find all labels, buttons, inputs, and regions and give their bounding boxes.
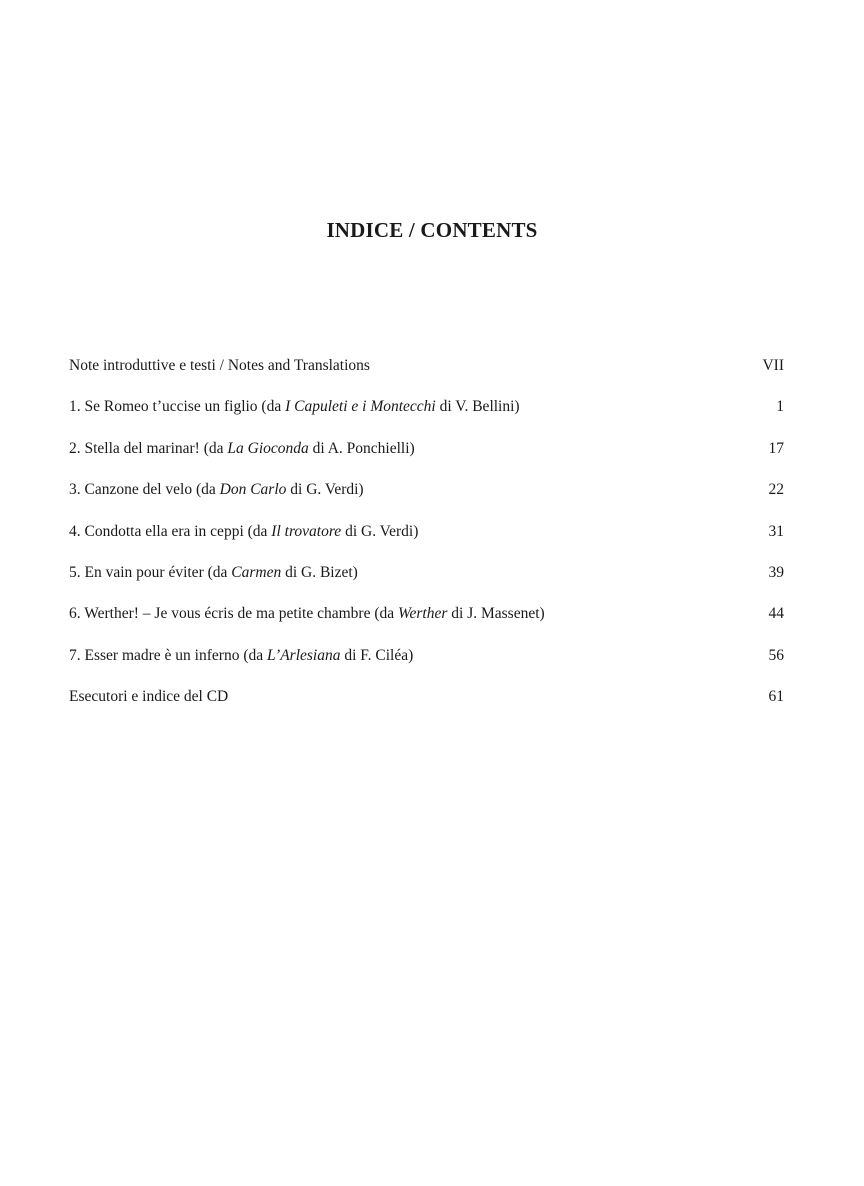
toc-entry bbox=[69, 436, 784, 477]
toc-entry-title bbox=[69, 353, 370, 379]
toc-entry-work-title: I Capuleti e i Montecchi bbox=[285, 398, 436, 416]
table-of-contents bbox=[69, 353, 784, 726]
toc-entry bbox=[69, 560, 784, 601]
toc-entry-text: 1. Se Romeo t’uccise un figlio (da bbox=[69, 398, 286, 416]
toc-page-number: 31 bbox=[768, 522, 784, 540]
toc-page-number: 61 bbox=[768, 688, 784, 706]
toc-entry-text: Esecutori e indice del CD bbox=[69, 688, 229, 706]
toc-entry-text: di J. Massenet) bbox=[447, 605, 545, 623]
toc-entry-work-title: Carmen bbox=[231, 563, 282, 581]
toc-page-number: 44 bbox=[768, 605, 784, 623]
toc-entry-work-title: Werther bbox=[398, 605, 448, 623]
toc-entry-text: di G. Verdi) bbox=[341, 522, 419, 540]
toc-entry-text: 7. Esser madre è un inferno (da bbox=[69, 646, 267, 664]
toc-entry bbox=[69, 643, 784, 684]
toc-page-number: 56 bbox=[768, 646, 784, 664]
toc-entry-text: di A. Ponchielli) bbox=[308, 439, 415, 457]
toc-entry bbox=[69, 519, 784, 560]
toc-page-number: 22 bbox=[768, 481, 784, 499]
toc-entry-work-title: L’Arlesiana bbox=[266, 646, 341, 664]
toc-entry-text: 3. Canzone del velo (da bbox=[69, 481, 220, 499]
toc-entry-work-title: Il trovatore bbox=[271, 522, 342, 540]
toc-page-number: VII bbox=[762, 357, 784, 374]
toc-entry-title bbox=[69, 436, 415, 462]
toc-entry-work-title: La Gioconda bbox=[227, 439, 309, 457]
toc-entry-text: di V. Bellini) bbox=[435, 398, 520, 416]
toc-entry-title bbox=[69, 477, 364, 503]
toc-entry-text: 4. Condotta ella era in ceppi (da bbox=[69, 522, 272, 540]
toc-entry-text: di G. Bizet) bbox=[281, 563, 358, 581]
toc-page-number: 39 bbox=[768, 563, 784, 581]
toc-page-number: 1 bbox=[776, 398, 784, 416]
page-title: INDICE / CONTENTS bbox=[326, 218, 538, 242]
toc-entry-title bbox=[69, 601, 545, 627]
toc-entry-text: di G. Verdi) bbox=[286, 481, 364, 499]
toc-entry bbox=[69, 353, 784, 394]
toc-entry-text: di F. Ciléa) bbox=[340, 646, 414, 664]
toc-entry-title bbox=[69, 394, 520, 420]
toc-entry bbox=[69, 684, 784, 725]
toc-entry-title bbox=[69, 560, 358, 586]
toc-entry-text: Note introduttive e testi / Notes and Translations bbox=[69, 357, 370, 374]
toc-entry-text: 5. En vain pour éviter (da bbox=[69, 563, 232, 581]
toc-entry-text: 6. Werther! – Je vous écris de ma petite chambre (da bbox=[69, 605, 399, 623]
toc-page-number: 17 bbox=[768, 439, 784, 457]
toc-entry bbox=[69, 394, 784, 435]
toc-entry-title bbox=[69, 519, 418, 545]
toc-entry-title bbox=[69, 643, 413, 669]
toc-entry-text: 2. Stella del marinar! (da bbox=[69, 439, 228, 457]
toc-entry bbox=[69, 477, 784, 518]
toc-entry-work-title: Don Carlo bbox=[219, 481, 287, 499]
toc-entry bbox=[69, 601, 784, 642]
toc-entry-title bbox=[69, 684, 228, 710]
